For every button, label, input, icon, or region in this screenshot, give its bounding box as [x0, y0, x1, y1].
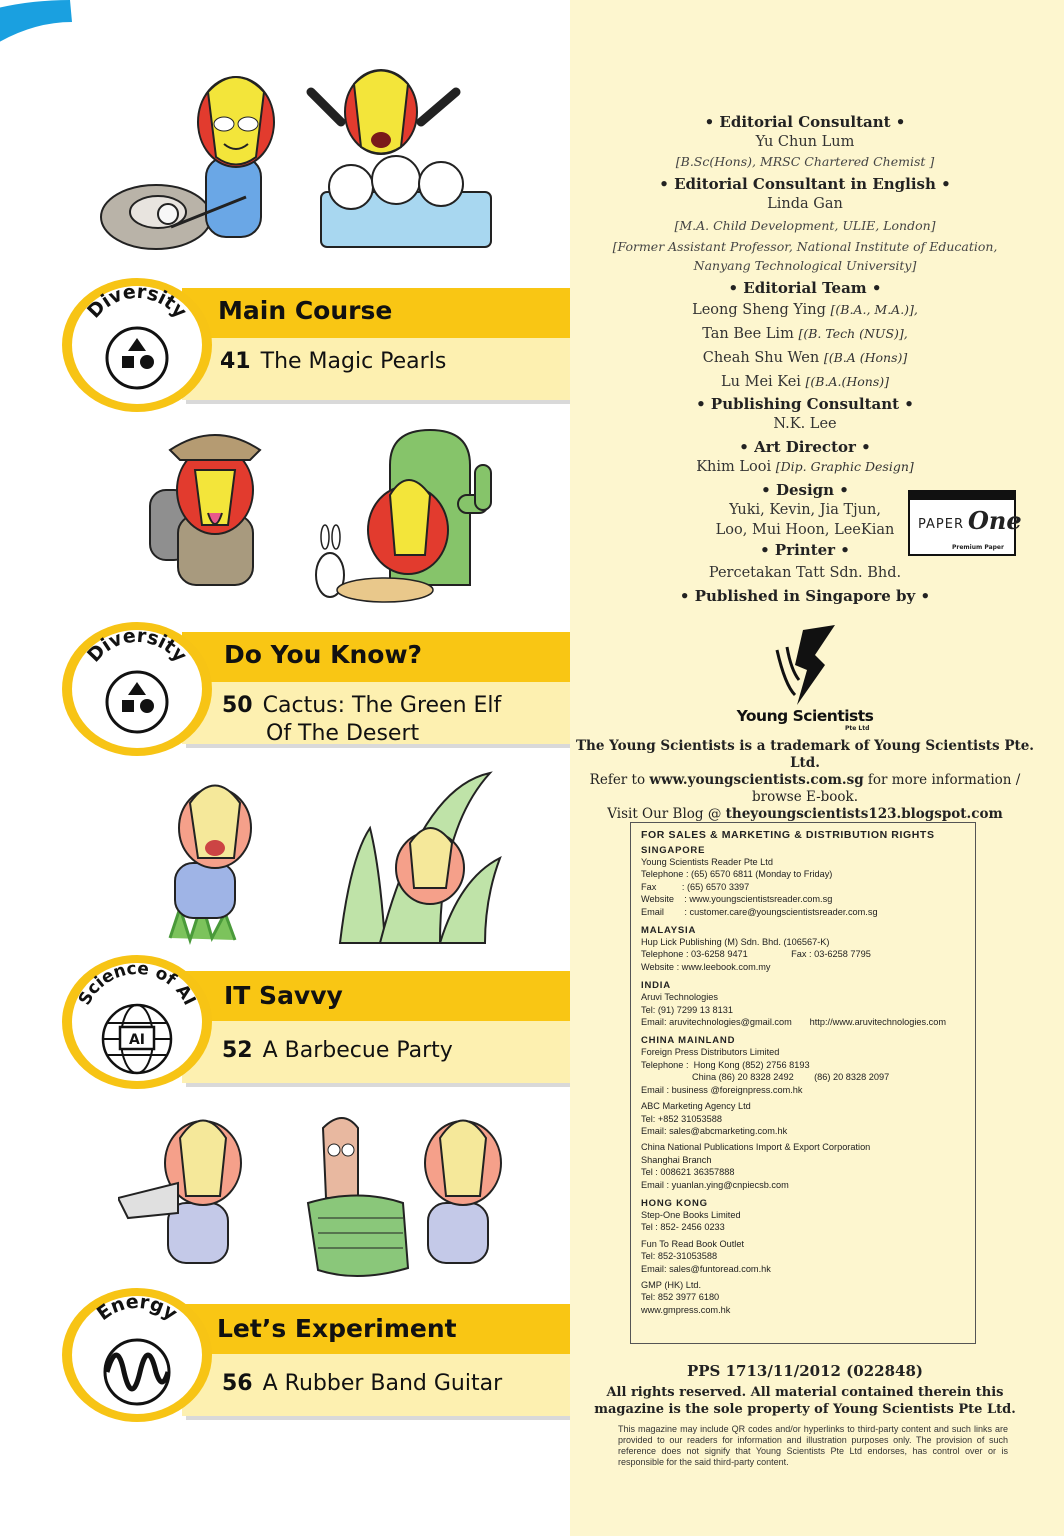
distribution-line: Telephone : (65) 6570 6811 (Monday to Friday) — [641, 869, 833, 880]
distribution-line: Hup Lick Publishing (M) Sdn. Bhd. (106567-K) — [641, 937, 830, 948]
distribution-line: Tel : 008621 36357888 — [641, 1167, 735, 1178]
page-number: 50 — [222, 693, 253, 718]
toc-entry[interactable] — [222, 692, 542, 748]
credit-name: Percetakan Tatt Sdn. Bhd. — [708, 565, 902, 581]
svg-text:Science of AI: Science of AI — [74, 958, 200, 1009]
credit-quals: [B.Sc(Hons), MRSC Chartered Chemist ] — [675, 154, 935, 169]
credit-heading: • Editorial Consultant • — [704, 113, 906, 131]
circle-icon — [140, 355, 154, 369]
svg-text:AI: AI — [128, 1032, 146, 1048]
distribution-line: Tel: 852-31053588 — [641, 1251, 718, 1262]
rubber-band-guitar-illustration — [118, 1108, 518, 1288]
square-icon — [122, 356, 134, 368]
article-title: The Magic Pearls — [260, 349, 447, 374]
distribution-line: Email: sales@funtoread.com.hk — [641, 1263, 771, 1274]
distribution-line: Tel: 852 3977 6180 — [641, 1292, 720, 1303]
credit-heading: • Printer • — [760, 541, 850, 559]
circle-icon — [140, 699, 154, 713]
blog-link[interactable]: theyoungscientists123.blogspot.com — [725, 806, 1003, 822]
distribution-line: Tel : 852- 2456 0233 — [641, 1222, 725, 1233]
section-lets-experiment — [62, 1288, 552, 1428]
website-link[interactable]: www.youngscientists.com.sg — [649, 772, 864, 788]
section-title: Let’s Experiment — [217, 1314, 457, 1343]
distribution-line: Email: aruvitechnologies@gmail.com http://www.aruvitechnologies.com — [641, 1017, 946, 1028]
section-title: IT Savvy — [224, 981, 343, 1010]
credit-name: Linda Gan — [767, 196, 843, 212]
diversity-badge — [62, 622, 212, 756]
team-member: Cheah Shu Wen [(B.A (Hons)] — [702, 350, 908, 366]
section-do-you-know — [62, 622, 552, 762]
distribution-line: Fax : (65) 6570 3397 — [641, 881, 750, 892]
team-member: Lu Mei Kei [(B.A.(Hons)] — [721, 374, 889, 390]
article-title: Cactus: The Green Elf — [262, 693, 502, 718]
section-it-savvy — [62, 955, 552, 1095]
distribution-line: Website : www.youngscientistsreader.com.sg — [641, 894, 833, 905]
svg-text:Diversity: Diversity — [83, 280, 192, 323]
distribution-line: Email : business @foreignpress.com.hk — [641, 1084, 803, 1095]
toc-entry[interactable] — [222, 1037, 542, 1065]
distribution-line: Website : www.leebook.com.my — [641, 961, 771, 972]
distribution-line: Step-One Books Limited — [641, 1209, 741, 1220]
trademark-notice: The Young Scientists is a trademark of Young Scientists Pte. Ltd. Refer to www.youngscientists.com.sg for more information / browse E-book. Visit Our Blog @ theyoungscientists123.blogspot.com — [575, 738, 1035, 822]
distribution-line: Tel: +852 31053588 — [641, 1113, 722, 1124]
ys-emblem-icon — [725, 625, 885, 707]
paper-one-logo: PAPER One Premium Paper — [908, 490, 1016, 556]
young-scientists-logo: Young Scientists Pte Ltd — [725, 625, 885, 735]
page-number: 52 — [222, 1038, 253, 1063]
credit-heading: • Editorial Consultant in English • — [659, 175, 951, 193]
corner-swoosh-decoration — [0, 0, 90, 70]
distribution-line: Telephone : Hong Kong (852) 2756 8193 — [641, 1059, 810, 1070]
page-number: 41 — [220, 349, 251, 374]
credit-heading: • Published in Singapore by • — [679, 587, 931, 605]
pps-number: PPS 1713/11/2012 (022848) — [687, 1362, 923, 1380]
distribution-line: Email : yuanlan.ying@cnpiecsb.com — [641, 1179, 789, 1190]
disclaimer-text: This magazine may include QR codes and/or hyperlinks to third-party content and such links are provided to our readers for information and illustration purposes only. The provision of such reference does not signify that Young Scientists Pte Ltd endorses, has control over or is responsible for the said third-party content. — [618, 1424, 1008, 1467]
distribution-line: Email : customer.care@youngscientistsreader.com.sg — [641, 906, 878, 917]
distribution-line: GMP (HK) Ltd. — [641, 1279, 702, 1290]
distribution-line: Fun To Read Book Outlet — [641, 1238, 744, 1249]
distribution-line: ABC Marketing Agency Ltd — [641, 1101, 751, 1112]
svg-text:Diversity: Diversity — [83, 624, 192, 667]
credit-quals: [Former Assistant Professor, National Institute of Education, — [612, 239, 998, 254]
credit-heading: • Design • — [761, 481, 849, 499]
distribution-line: Foreign Press Distributors Limited — [641, 1047, 780, 1058]
svg-text:Energy: Energy — [92, 1290, 182, 1326]
toc-entry[interactable] — [220, 348, 540, 376]
distribution-line: www.gmpress.com.hk — [641, 1304, 731, 1315]
diversity-badge — [62, 278, 212, 412]
toc-entry[interactable] — [222, 1370, 542, 1398]
grassland-illustration — [140, 768, 510, 948]
distribution-line: Aruvi Technologies — [641, 992, 718, 1003]
credit-heading: • Editorial Team • — [728, 279, 882, 297]
credit-quals: [M.A. Child Development, ULIE, London] — [674, 218, 936, 233]
distribution-line: Email: sales@abcmarketing.com.hk — [641, 1125, 788, 1136]
desert-cactus-illustration — [140, 425, 520, 610]
page-number: 56 — [222, 1371, 253, 1396]
article-title-cont: Of The Desert — [266, 721, 420, 746]
science-of-ai-badge — [62, 955, 212, 1089]
distribution-line: Young Scientists Reader Pte Ltd — [641, 857, 773, 867]
section-title: Do You Know? — [224, 640, 423, 669]
energy-badge — [62, 1288, 212, 1422]
article-title: A Barbecue Party — [262, 1038, 453, 1063]
distribution-line: Telephone : 03-6258 9471 Fax : 03-6258 7795 — [641, 949, 871, 960]
credit-quals: Nanyang Technological University] — [693, 258, 917, 273]
distribution-rights-box: FOR SALES & MARKETING & DISTRIBUTION RIGHTS SINGAPORE Young Scientists Reader Pte Ltd Telephone : (65) 6570 6811 (Monday to Friday) Fax : (65) 6570 3397 Website : www.youngscientistsreader.com.sg Email : customer.care@youngscientistsreader.com.sg MALAYSIA Hup Lick Publishing (M) Sdn. Bhd. (106567-K) Telephone : 03-6258 9471 Fax : 03-6258 7795 Website : www.leebook.com.my INDIA Aruvi Technologies Tel: (91) 7299 13 8131 Email: aruvitechnologies@gmail.com http://www.aruvitechnologies.com CHINA MAINLAND Foreign Press Distributors Limited Telephone : Hong Kong (852) 2756 8193 China (86) 20 8328 2492 (86) 20 8328 2097 Email : business @foreignpress.com.hk ABC Marketing Agency Ltd Tel: +852 31053588 Email: sales@abcmarketing.com.hk China National Publications Import & Export Corporation Shanghai Branch Tel : 008621 36357888 Email : yuanlan.ying@cnpiecsb.com HONG KONG Step-One Books Limited Tel : 852- 2456 0233 Fun To Read Book Outlet Tel: 852-31053588 Email: sales@funtoread.com.hk GMP (HK) Ltd. Tel: 852 3977 6180 www.gmpress.com.hk — [630, 822, 976, 1344]
masthead-column — [570, 0, 1064, 1536]
credit-name: Loo, Mui Hoon, LeeKian — [715, 522, 895, 538]
team-member: Leong Sheng Ying [(B.A., M.A.)], — [692, 302, 918, 318]
pearl-oyster-illustration — [96, 62, 506, 252]
distribution-line: China National Publications Import & Export Corporation — [641, 1142, 871, 1153]
credit-name: N.K. Lee — [773, 416, 837, 432]
distribution-line: Shanghai Branch — [641, 1154, 712, 1165]
section-main-course — [62, 278, 552, 418]
team-member: Tan Bee Lim [(B. Tech (NUS)], — [702, 326, 908, 342]
article-title: A Rubber Band Guitar — [262, 1371, 503, 1396]
distribution-line: Tel: (91) 7299 13 8131 — [641, 1004, 733, 1015]
square-icon — [122, 700, 134, 712]
credit-name: Khim Looi [Dip. Graphic Design] — [696, 459, 914, 475]
credit-name: Yu Chun Lum — [755, 134, 855, 150]
credit-name: Yuki, Kevin, Jia Tjun, — [729, 502, 881, 518]
credit-heading: • Publishing Consultant • — [696, 395, 914, 413]
distribution-line: China (86) 20 8328 2492 (86) 20 8328 2097 — [641, 1072, 890, 1083]
section-title: Main Course — [218, 296, 393, 325]
rights-notice: All rights reserved. All material contained therein this magazine is the sole property of Young Scientists Pte Ltd. — [594, 1385, 1016, 1417]
credit-heading: • Art Director • — [739, 438, 871, 456]
